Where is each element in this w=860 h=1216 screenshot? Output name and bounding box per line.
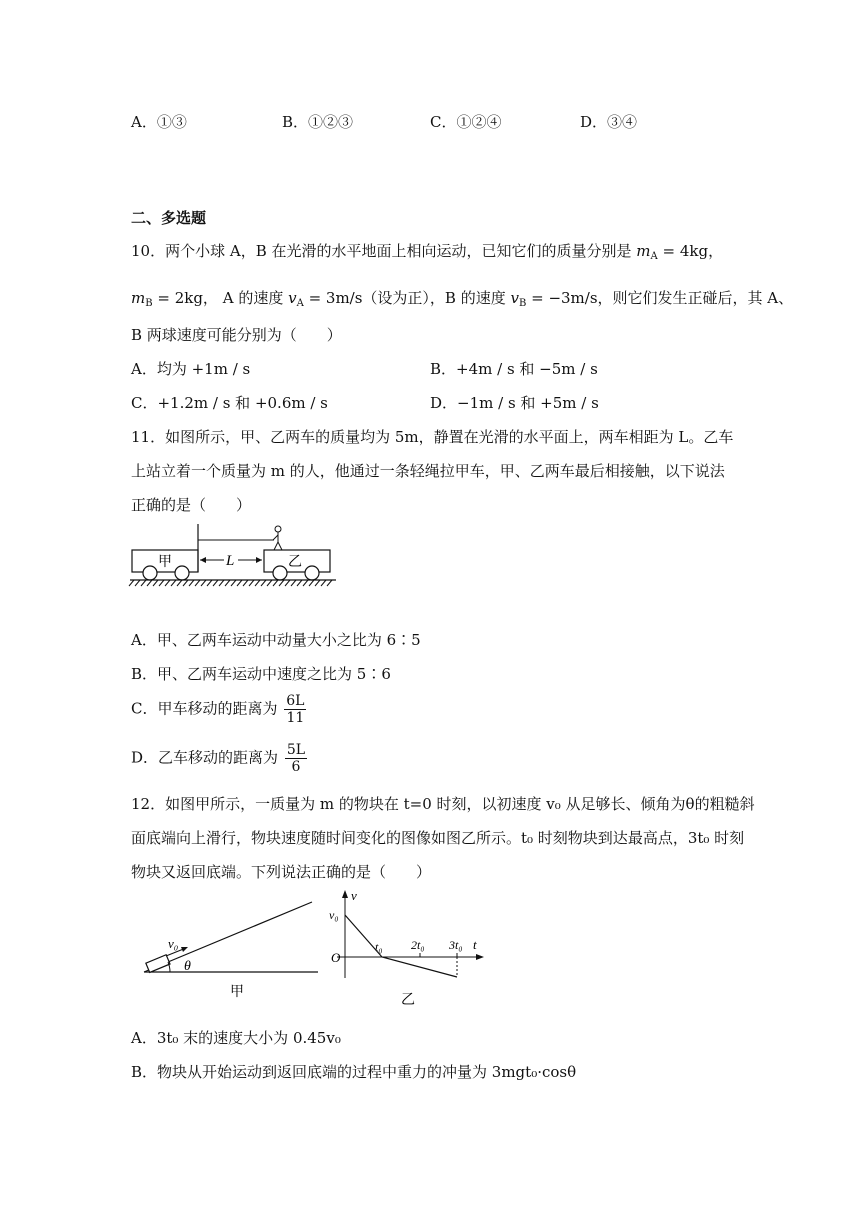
q11-option-c-fraction [284, 693, 306, 726]
q10-mass-a-value: = 4kg， [657, 242, 724, 260]
q11-line-3: 正确的是（ ） [131, 496, 252, 514]
ground-hatch [129, 580, 332, 586]
q11-option-d-text: D．乙车移动的距离为 [131, 748, 279, 767]
q10-mass-b-symbol: m [131, 289, 146, 307]
q10-velocity-a-symbol: v [288, 289, 297, 307]
q10-line-3: B 两球速度可能分别为（ ） [131, 326, 342, 344]
q11-cart-figure [128, 520, 340, 592]
q12-vt-graph [325, 888, 490, 1010]
q9-option-a: A．①③ [131, 113, 187, 131]
q10-mass-b-value: = 2kg， [152, 289, 218, 307]
q10-mass-b-sub: B [145, 298, 153, 309]
q10-velocity-b-value: = −3m/s，则它们发生正碰后，其 A、 [526, 289, 794, 307]
q10-velocity-a-value: = 3m/s（设为正），B 的速度 [303, 289, 511, 307]
person-figure [273, 526, 282, 550]
incline-theta-label: θ [184, 959, 191, 974]
q10-text-2: A 的速度 [222, 289, 289, 307]
q12-option-a: A．3t₀ 末的速度大小为 0.45v₀ [131, 1029, 341, 1047]
t0-tick-label: t₀ [375, 940, 383, 954]
cart-jia-wheel-left [143, 566, 157, 580]
cart-yi-wheel-right [305, 566, 319, 580]
q11-option-c-text: C．甲车移动的距离为 [131, 699, 278, 718]
cart-yi-label: 乙 [288, 555, 302, 570]
q10-line-1 [131, 241, 723, 267]
cart-jia-label: 甲 [158, 555, 172, 570]
q11-option-c-denominator: 11 [286, 710, 305, 726]
q10-mass-a-sub: A [650, 251, 658, 262]
q10-velocity-b-symbol: v [510, 289, 519, 307]
q12-line-2: 面底端向上滑行，物块速度随时间变化的图像如图乙所示。t₀ 时刻物块到达最高点，3t₀ 时刻 [131, 829, 745, 847]
q10-velocity-b-sub: B [518, 298, 527, 309]
incline-caption: 甲 [230, 985, 244, 1000]
q10-option-b: B．+4m / s 和 −5m / s [430, 360, 598, 378]
q10-text-1: 10．两个小球 A，B 在光滑的水平地面上相向运动，已知它们的质量分别是 [131, 242, 632, 260]
cart-jia-wheel-right [175, 566, 189, 580]
q10-mass-a-symbol: m [636, 242, 651, 260]
q10-line-2 [131, 288, 793, 314]
distance-label: L [226, 553, 235, 569]
q11-option-d [131, 742, 307, 775]
block [146, 955, 170, 973]
2t0-tick-label: 2t₀ [411, 938, 425, 952]
origin-label: O [331, 950, 341, 965]
q11-line-1: 11．如图所示，甲、乙两车的质量均为 5m，静置在光滑的水平面上，两车相距为 L。乙车 [131, 428, 734, 446]
q11-option-b: B．甲、乙两车运动中速度之比为 5∶6 [131, 665, 391, 683]
q11-line-2: 上站立着一个质量为 m 的人，他通过一条轻绳拉甲车，甲、乙两车最后相接触，以下说法 [131, 462, 725, 480]
q11-option-d-fraction [285, 742, 307, 775]
q10-option-d: D．−1m / s 和 +5m / s [430, 394, 599, 412]
q11-option-a: A．甲、乙两车运动中动量大小之比为 6∶5 [131, 631, 421, 649]
q11-option-c-numerator: 6L [286, 693, 305, 709]
q11-option-d-numerator: 5L [286, 742, 306, 758]
q9-option-c: C．①②④ [430, 113, 502, 131]
vt-caption: 乙 [401, 993, 415, 1008]
q11-option-c [131, 693, 306, 726]
t-axis-label: t [473, 937, 477, 952]
q9-option-b: B．①②③ [282, 113, 354, 131]
v-axis-label: v [351, 888, 357, 903]
q11-option-d-denominator: 6 [291, 759, 301, 775]
q10-option-a: A．均为 +1m / s [131, 360, 251, 378]
incline-v0-label: v₀ [168, 936, 179, 951]
v0-tick-label: v₀ [329, 908, 339, 922]
q12-incline-figure [140, 894, 330, 1004]
q10-option-c: C．+1.2m / s 和 +0.6m / s [131, 394, 328, 412]
vt-line [345, 915, 457, 977]
q12-line-3: 物块又返回底端。下列说法正确的是（ ） [131, 863, 432, 881]
q9-option-d: D．③④ [580, 113, 638, 131]
q12-line-1: 12．如图甲所示，一质量为 m 的物块在 t=0 时刻，以初速度 v₀ 从足够长、倾角为θ的粗糙斜 [131, 795, 755, 813]
section-title: 二、多选题 [131, 209, 207, 227]
q10-velocity-a-sub: A [296, 298, 304, 309]
3t0-tick-label: 3t₀ [449, 938, 463, 952]
q12-option-b: B．物块从开始运动到返回底端的过程中重力的冲量为 3mgt₀·cosθ [131, 1063, 577, 1081]
cart-yi-wheel-left [273, 566, 287, 580]
